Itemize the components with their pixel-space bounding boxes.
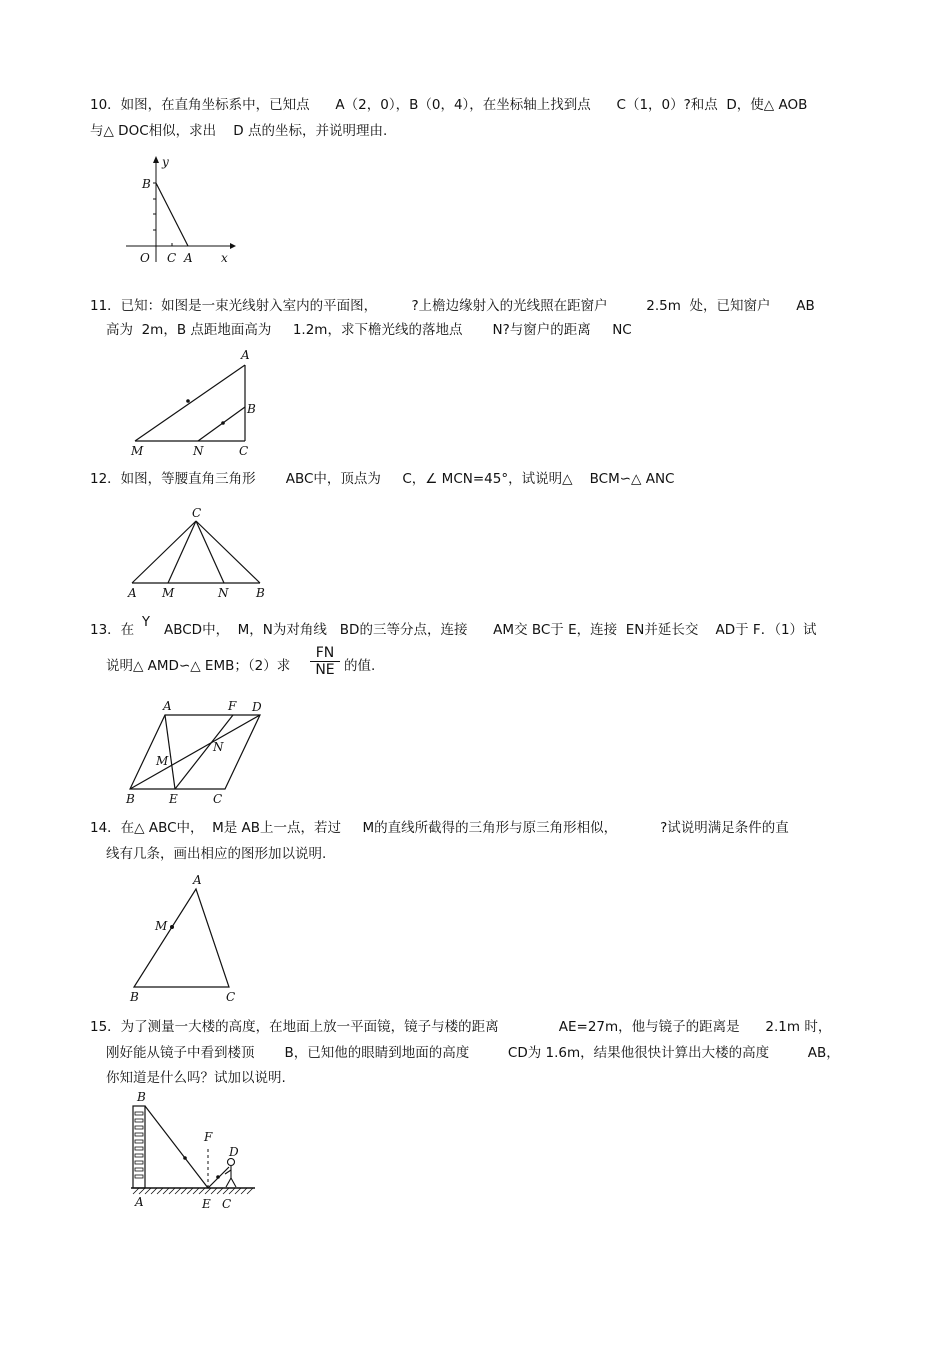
segment-cm bbox=[168, 521, 196, 583]
label-c: C bbox=[213, 792, 223, 806]
label-n: N bbox=[218, 586, 229, 600]
segment-ef bbox=[175, 715, 233, 789]
p10-line-1: 10．如图，在直角坐标系中，已知点 A（2，0），B（0，4），在坐标轴上找到点 C（1，0）?和点 D，使△ AOB bbox=[90, 97, 808, 113]
label-y: y bbox=[162, 155, 169, 169]
p10-line-2: 与△ DOC相似，求出 D 点的坐标，并说明理由. bbox=[90, 123, 388, 139]
segment-ae bbox=[165, 715, 175, 789]
segment-cn bbox=[196, 521, 224, 583]
p15-line-1: 15．为了测量一大楼的高度，在地面上放一平面镜，镜子与楼的距离 AE=27m，他与镜子的距离是 2.1m 时， bbox=[90, 1019, 832, 1035]
segment-ab bbox=[156, 183, 188, 246]
label-m: M bbox=[155, 919, 168, 933]
label-a: A bbox=[163, 699, 172, 713]
label-a: A bbox=[135, 1195, 144, 1209]
label-d: D bbox=[252, 700, 262, 714]
label-c: C bbox=[192, 506, 202, 520]
p15-line-3: 你知道是什么吗？试加以说明. bbox=[106, 1070, 286, 1086]
p13-line-2a: 说明△ AMD∽△ EMB；（2）求 bbox=[106, 658, 291, 674]
fraction-numerator: FN bbox=[315, 645, 335, 661]
side-ac bbox=[132, 521, 196, 583]
side-bc bbox=[196, 521, 260, 583]
label-x: x bbox=[221, 251, 228, 265]
p14-line-1: 14．在△ ABC中， M是 AB上一点，若过 M的直线所截得的三角形与原三角形相似， ?试说明满足条件的直 bbox=[90, 820, 789, 836]
parallelogram-symbol-icon: Y bbox=[142, 615, 150, 630]
label-c: C bbox=[239, 444, 249, 458]
label-c: C bbox=[226, 990, 236, 1004]
x-axis-arrow-icon bbox=[230, 243, 236, 249]
label-b: B bbox=[137, 1090, 146, 1104]
diagonal-bd bbox=[130, 715, 260, 789]
p14-line-2: 线有几条，画出相应的图形加以说明. bbox=[106, 846, 327, 862]
label-e: E bbox=[169, 792, 178, 806]
figure-13-parallelogram bbox=[120, 697, 280, 809]
label-b: B bbox=[130, 990, 139, 1004]
ground-hatching bbox=[133, 1188, 253, 1194]
light-ray-am bbox=[135, 365, 245, 441]
p11-line-2: 高为 2m，B 点距地面高为 1.2m，求下檐光线的落地点 N?与窗户的距离 NC bbox=[106, 322, 632, 338]
label-c: C bbox=[222, 1197, 232, 1211]
label-c: C bbox=[167, 251, 177, 265]
figure-15-building-mirror bbox=[125, 1090, 265, 1212]
triangle-abc bbox=[134, 889, 229, 987]
figure-10-coordinate-axes bbox=[120, 152, 240, 267]
figure-14-triangle bbox=[124, 872, 244, 1007]
label-a: A bbox=[184, 251, 193, 265]
label-b: B bbox=[126, 792, 135, 806]
fraction-fn-over-ne bbox=[310, 645, 340, 678]
label-b: B bbox=[247, 402, 256, 416]
label-m: M bbox=[162, 586, 175, 600]
label-m: M bbox=[156, 754, 169, 768]
label-a: A bbox=[193, 873, 202, 887]
label-a: A bbox=[128, 586, 137, 600]
p15-line-2: 刚好能从镜子中看到楼顶 B，已知他的眼睛到地面的高度 CD为 1.6m，结果他很快计算出大楼的高度 AB， bbox=[106, 1045, 840, 1061]
building-windows bbox=[135, 1112, 143, 1178]
label-o: O bbox=[140, 251, 150, 265]
label-b: B bbox=[256, 586, 265, 600]
figure-11-light-window bbox=[125, 345, 270, 457]
point-m bbox=[170, 925, 174, 929]
label-f: F bbox=[204, 1130, 213, 1144]
label-n: N bbox=[193, 444, 204, 458]
label-n: N bbox=[213, 740, 224, 754]
label-a: A bbox=[241, 348, 250, 362]
p13-line-1b: ABCD中， M，N为对角线 BD的三等分点，连接 AM交 BC于 E，连接 EN并延长交 AD于 F．（1）试 bbox=[164, 622, 817, 638]
label-d: D bbox=[229, 1145, 239, 1159]
p12-line-1: 12．如图，等腰直角三角形 ABC中，顶点为 C，∠ MCN=45°，试说明△ BCM∽△ ANC bbox=[90, 471, 675, 487]
label-m: M bbox=[131, 444, 144, 458]
ray-be bbox=[145, 1106, 208, 1188]
y-axis-arrow-icon bbox=[153, 156, 159, 163]
label-f: F bbox=[228, 699, 237, 713]
label-e: E bbox=[202, 1197, 211, 1211]
figure-12-isosceles-right-triangle bbox=[122, 503, 272, 601]
light-ray-bn bbox=[198, 407, 245, 441]
person-icon bbox=[225, 1159, 236, 1188]
p13-line-1a: 13．在 bbox=[90, 622, 135, 638]
label-b: B bbox=[142, 177, 151, 191]
p13-line-2b: 的值. bbox=[344, 658, 376, 674]
fraction-denominator: NE bbox=[310, 661, 340, 678]
p11-line-1: 11．已知：如图是一束光线射入室内的平面图， ?上檐边缘射入的光线照在距窗户 2.5m 处，已知窗户 AB bbox=[90, 298, 815, 314]
